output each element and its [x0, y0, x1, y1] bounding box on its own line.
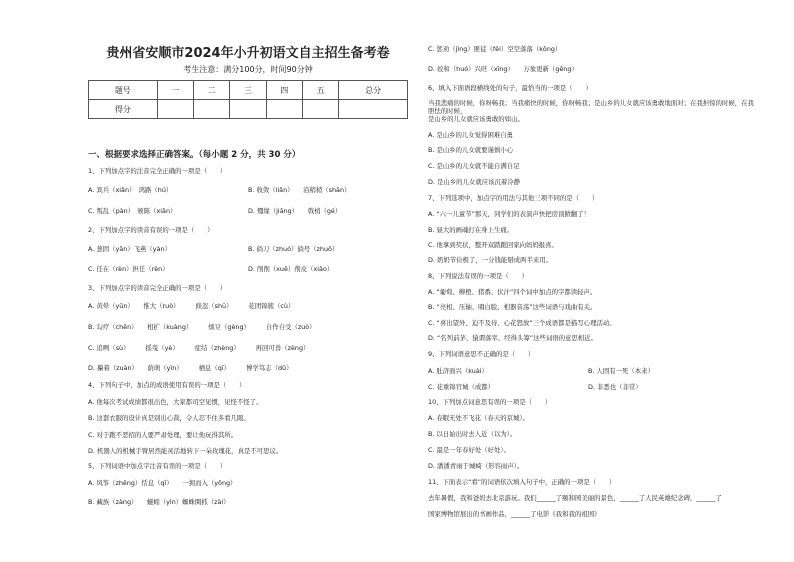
score-cell: 五: [302, 81, 338, 100]
score-cell[interactable]: [266, 100, 302, 119]
option-c: C. 追咧（sù） 摇曳（yè） 症结（zhèng） 再回可兽（zèng）: [88, 344, 310, 352]
option-c: C. 惩劝（jìng）匪徒（fěi）空空落落（kōng）: [428, 45, 562, 53]
score-table: [88, 80, 408, 119]
option-b: B. 是山乡的儿女就要谨慎小心: [428, 146, 514, 154]
option-c: C. 花重锦官城（成都）: [428, 383, 495, 391]
score-table-row: [89, 100, 408, 119]
question-3: 3、下列加点字的读音完全正确的一项是（ ）: [88, 284, 227, 292]
option-d: D. 攥着（zuàn） 荫萌（yìn） 栖息（qī） 博学笃志（dǔ）: [88, 364, 293, 372]
option-b: B. 人固有一死（本来）: [588, 367, 654, 375]
option-a: A. “六一儿童节”那天，同学们的表演声快把房顶掀翻了！: [428, 210, 590, 218]
question-8: 8、下列说法有误的一项是（ ）: [428, 272, 528, 280]
option-b: B. 藏族（zàng） 蜒蚓（yìn）蜘蛛圈抓（zài）: [88, 498, 230, 506]
option-d: D. 潘潘青雨于城崎（形容雨声）。: [428, 462, 524, 470]
option-d: D. 非悉也（非常）: [588, 383, 642, 391]
option-b: B. 以日始出时去人近（以为）。: [428, 430, 517, 438]
option-c: C. “喜出望外、迫不及待、心花怒放”三个成语都是描写心理活动。: [428, 319, 616, 327]
right-column: [428, 0, 758, 562]
option-b: B. 收敛（liǎn） 沿稍稍（shān）: [248, 186, 351, 194]
left-column: [88, 0, 408, 562]
question-10: 10、下列加点词意思有误的一项是（ ）: [428, 398, 552, 406]
score-cell[interactable]: [339, 100, 408, 119]
option-d: D. 殭缘（jiāng） 戟梢（gé）: [248, 207, 342, 215]
option-d: D. 机器人的机械手臂居然能灵活地转下一朵玫瑰花，真是不可思议。: [88, 447, 283, 455]
question-options: [88, 244, 408, 253]
option-c: C. 是山乡的儿女就不能自满自足: [428, 162, 520, 170]
section-heading: 一、根据要求选择正确答案。（每小题 2 分，共 30 分）: [88, 150, 301, 160]
option-c: C. 任在（rèn）担任（rèn）: [88, 265, 169, 273]
question-11-passage-end: 国家博物馆展出的书画作品，______了电影《我和我的祖国》: [428, 510, 601, 518]
option-a: A. 宾兵（xiǎn） 鸿路（hú）: [88, 186, 173, 194]
question-6-passage: 当我悲痛的时候，你呀畅我；当我痛快的时候，你呀畅我；是山乡的儿女就应该勇敢地面对；在我担惊的时候，在我胆怯的时候，: [428, 99, 754, 115]
option-a: A. 肚济面兴（kuài）: [428, 367, 488, 375]
option-d: D. 姣和（huó）兴旺（xīng） 万象更新（gēng）: [428, 65, 578, 73]
option-a: A. “葡萄、柳橙、猪番、伏汁”四个词中加点的字都读轻声。: [428, 288, 597, 296]
option-a: A. 是山乡的儿女觉得困难自勇: [428, 131, 514, 139]
question-7: 7、下列选项中，加点字的用法与其他三项不同的是（ ）: [428, 194, 599, 202]
option-d: D. 奶奶节俭极了，一分钱能掰成两半来用。: [428, 256, 553, 264]
option-d: D. 削削（xuē）削皮（xiāo）: [248, 265, 334, 273]
question-4: 4、下列句子中，加点的成语使用有误的一项是（ ）: [88, 381, 246, 389]
option-c: C. 他拿到奖状，整开双踏跑回家向妈妈报喜。: [428, 241, 558, 249]
score-cell[interactable]: [302, 100, 338, 119]
option-b: B. 勾疗（chēn） 相扩（kuàng） 烦豆（gèng） 自作自受（zuò）: [88, 323, 316, 331]
question-5: 5、下列词语中加点字注音有误的一项是（ ）: [88, 462, 227, 470]
question-6-passage-end: 是山乡的儿女就应该勇敢的如山。: [428, 115, 524, 123]
question-1: 1、下列加点字的注音完全正确的一项是（ ）: [88, 167, 227, 175]
score-cell: 三: [230, 81, 266, 100]
question-9: 9、下列词语意思不正确的是（ ）: [428, 350, 535, 358]
question-2: 2、下列加点字的读音有误的一项是（ ）: [88, 226, 214, 234]
question-options: [88, 264, 408, 273]
exam-title: 贵州省安顺市2024年小升初语文自主招生备考卷: [106, 46, 390, 61]
option-b: B. 这套衣服的设计真是别出心裁，令人忍不住多看几眼。: [88, 414, 250, 422]
option-a: A. 他每次考试成绩都很出色，大家都司空见惯，见怪不怪了。: [88, 398, 263, 406]
score-cell[interactable]: [157, 100, 193, 119]
option-a: A. 风筝（zhēng）恬息（qī） 一拥而入（yōng）: [88, 479, 237, 487]
question-options: [428, 382, 748, 391]
exam-notice: 考生注意：满分100分，时间90分钟: [183, 65, 313, 74]
question-options: [88, 185, 408, 194]
option-b: B. “亮相、压轴、唱白脸、相器音荡”这些词语与戏曲有关。: [428, 303, 597, 311]
score-cell: 总分: [339, 81, 408, 100]
score-cell: 得分: [89, 100, 158, 119]
option-c: C. 对于跑不恶招的人要严肃处理，要让他玩得其所。: [88, 431, 238, 439]
question-6: 6、填入下面语段横线处的句子，最恰当的一项是（ ）: [428, 84, 592, 92]
option-a: A. 黄晕（yūn） 惟大（ruò） 倏忽（shū） 花团锦簇（cù）: [88, 302, 295, 310]
option-c: C. 最是一年春好处（好处）。: [428, 446, 511, 454]
question-options: [88, 206, 408, 215]
score-cell[interactable]: [193, 100, 229, 119]
question-11: 11、下面表示“看”的词语依次填入句子中，正确的一项是（ ）: [428, 478, 616, 486]
score-table-row: [89, 81, 408, 100]
question-options: [428, 366, 748, 375]
option-a: A. 葱固（yān）飞燕（yàn）: [88, 245, 171, 253]
score-cell[interactable]: [230, 100, 266, 119]
question-11-passage: 去年暑假，我和爸妈去北京游玩。我们______了颐和园美丽的景色，______了人民英雄纪念碑，______了: [428, 494, 722, 502]
option-b: B. 昼大的画魂打在身上生痛。: [428, 226, 514, 234]
score-cell: 题号: [89, 81, 158, 100]
option-d: D. “名列前茅、猿谓落宰、经得头筹”这些词语的意思相近。: [428, 334, 597, 342]
score-cell: 二: [193, 81, 229, 100]
option-b: B. 倘刀（zhuó）倘号（zhuō）: [248, 245, 339, 253]
score-cell: 四: [266, 81, 302, 100]
option-a: A. 春眠无处不飞花（春天的京城）。: [428, 414, 529, 422]
option-d: D. 是山乡的儿女就应该沉着冷静: [428, 178, 521, 186]
option-c: C. 叛乱（pàn） 颁陈（xiān）: [88, 207, 177, 215]
score-cell: 一: [157, 81, 193, 100]
